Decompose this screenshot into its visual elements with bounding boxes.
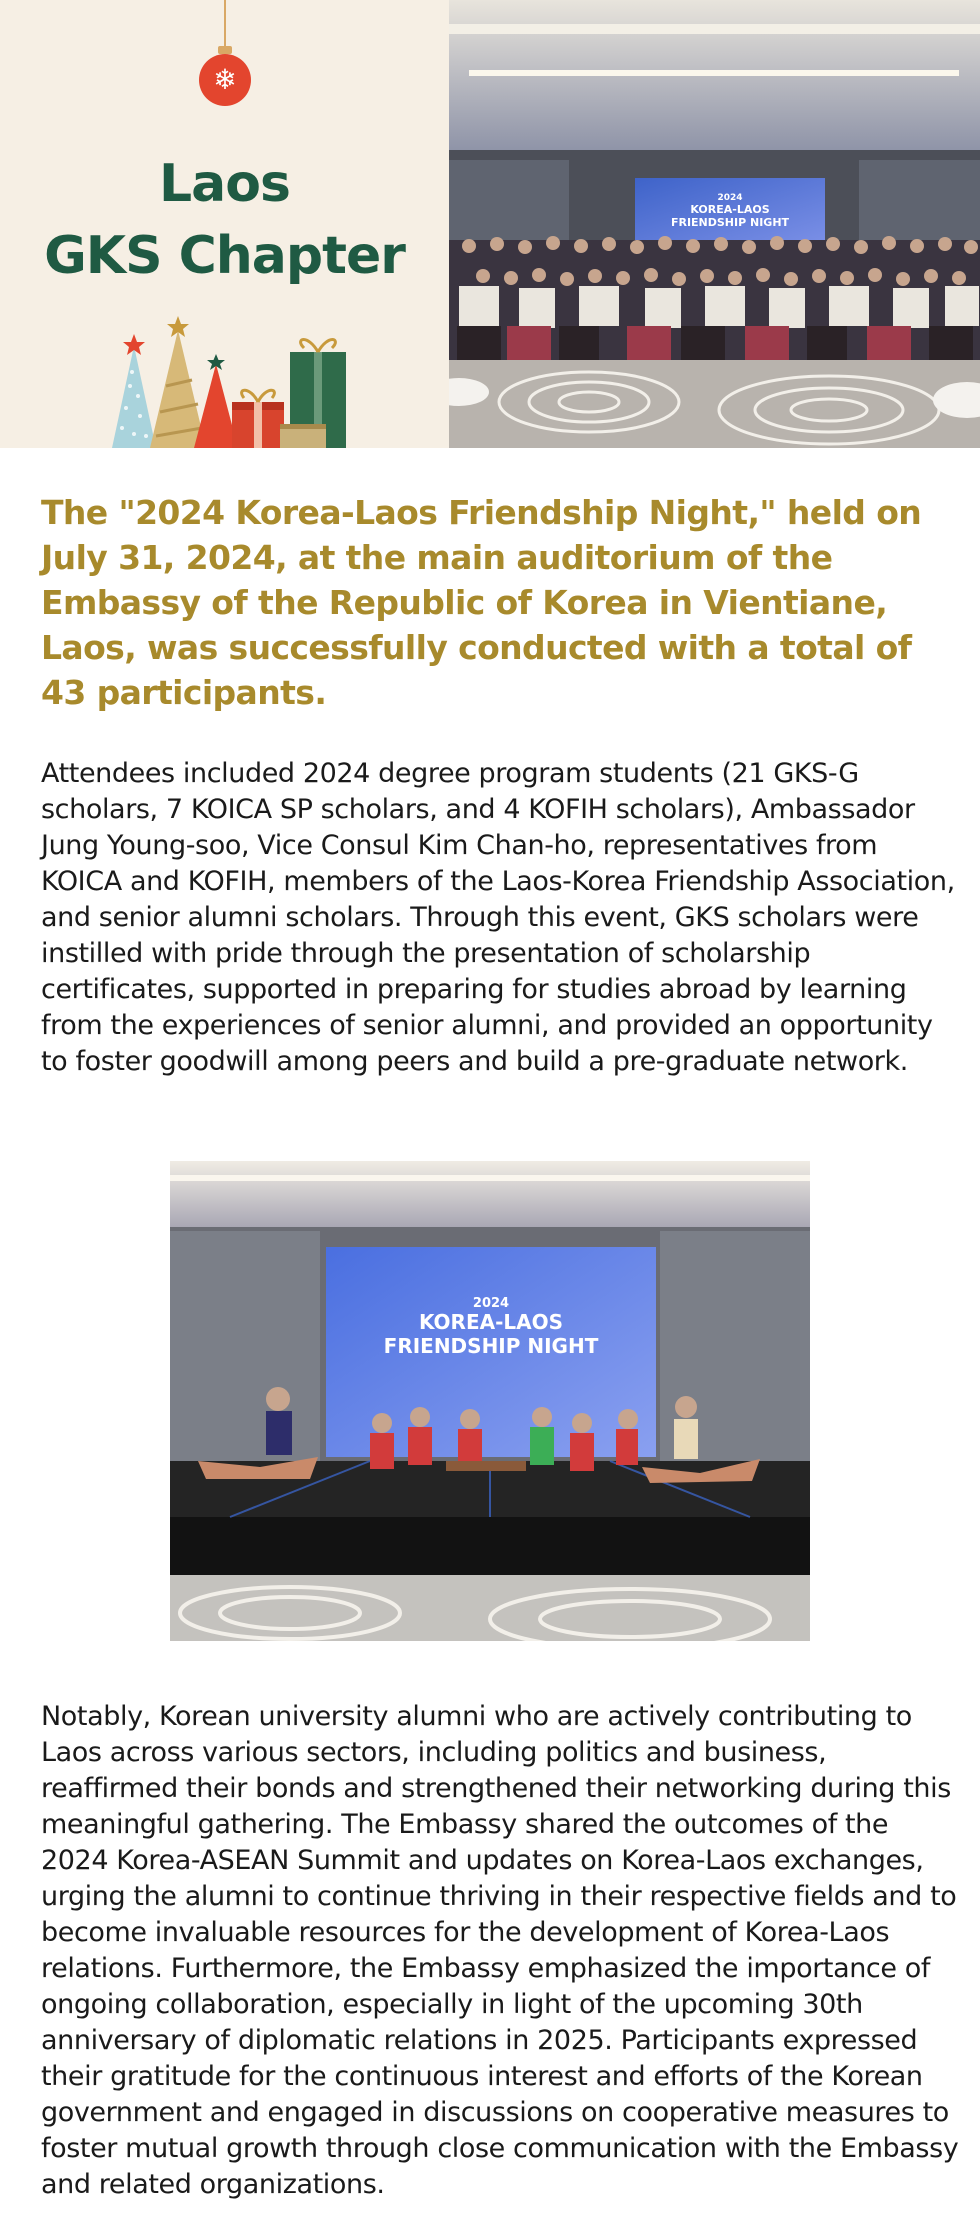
screen-text: 2024 <box>472 1296 510 1311</box>
christmas-tree-icon <box>112 334 156 448</box>
crowd <box>449 236 980 360</box>
chapter-title <box>0 148 449 292</box>
christmas-decoration <box>100 316 360 448</box>
chapter-title-line2: GKS Chapter <box>44 226 405 286</box>
screen-text: KOREA-LAOS <box>690 203 770 216</box>
stage-performance-photo <box>170 1161 810 1641</box>
group-photo-illustration <box>449 0 980 448</box>
gift-box-icon <box>232 390 284 448</box>
stage-photo-illustration <box>170 1161 810 1641</box>
body-paragraph-2: Notably, Korean university alumni who are actively contributing to Laos across various sectors, including politics and business, reaffirmed their bonds and strengthened their networking during this meaningful gathering. The Embassy shared the outcomes of the 2024 Korea-ASEAN Summit and updates on Korea-Laos exchanges, urging the alumni to continue thriving in their respective fields and to become invaluable resources for the development of Korea-Laos relations. Furthermore, the Embassy emphasized the importance of ongoing collaboration, especially in light of the upcoming 30th anniversary of diplomatic relations in 2025. Participants expressed their gratitude for the continuous interest and efforts of the Korean government and engaged in discussions on cooperative measures to foster mutual growth through close communication with the Embassy and related organizations. <box>41 1701 959 2200</box>
chapter-title-panel <box>0 0 449 448</box>
body-paragraph-1: Attendees included 2024 degree program students (21 GKS-G scholars, 7 KOICA SP scholars, and 4 KOFIH scholars), Ambassador Jung Young-soo, Vice Consul Kim Chan-ho, representatives from KOICA and KOFIH, members of the Laos-Korea Friendship Association, and senior alumni scholars. Through this event, GKS scholars were instilled with pride through the presentation of scholarship certificates, supported in preparing for studies abroad by learning from the experiences of senior alumni, and provided an opportunity to foster goodwill among peers and build a pre-graduate network. <box>41 758 955 1077</box>
screen-text: FRIENDSHIP NIGHT <box>670 216 790 229</box>
ornament-cap <box>218 46 232 54</box>
christmas-tree-icon <box>150 316 206 448</box>
group-photo <box>449 0 980 448</box>
snowflake-ornament-icon: ❄ <box>199 54 251 106</box>
ornament-string <box>224 0 226 50</box>
gift-box-icon <box>280 424 326 448</box>
screen-text: 2024 <box>717 193 743 203</box>
screen-text: KOREA-LAOS <box>418 1310 564 1334</box>
christmas-tree-icon <box>194 354 238 448</box>
screen-text: FRIENDSHIP NIGHT <box>383 1334 599 1358</box>
chapter-title-line1: Laos <box>159 154 290 214</box>
lead-paragraph: The "2024 Korea-Laos Friendship Night," held on July 31, 2024, at the main auditorium of the Embassy of the Republic of Korea in Vientiane, Laos, was successfully conducted with a total of 43 participants. <box>41 493 922 712</box>
header-banner <box>0 0 980 448</box>
